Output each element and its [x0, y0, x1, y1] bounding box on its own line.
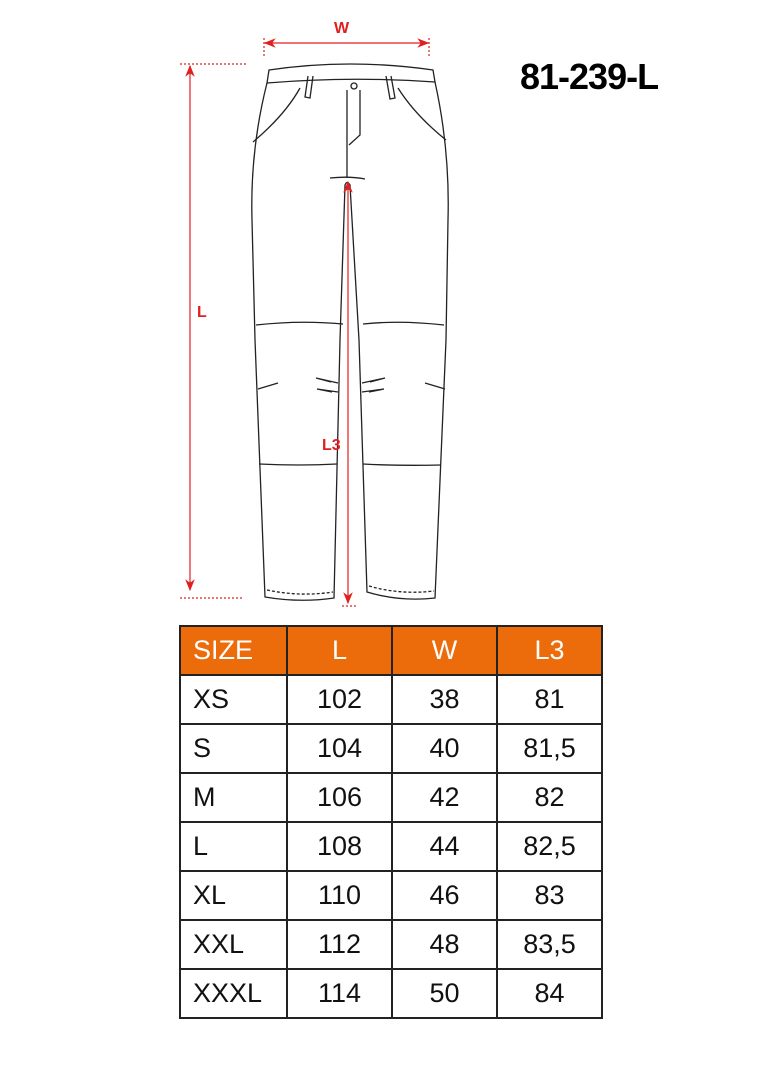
cell-inseam: 83,5	[497, 920, 602, 969]
table-row	[180, 871, 602, 920]
product-code: 81-239-L	[520, 56, 659, 97]
cell-length: 112	[287, 920, 392, 969]
cell-waist: 38	[392, 675, 497, 724]
cell-waist: 50	[392, 969, 497, 1018]
table-row	[180, 969, 602, 1018]
table-row	[180, 773, 602, 822]
cell-inseam: 81,5	[497, 724, 602, 773]
cell-waist: 40	[392, 724, 497, 773]
cell-inseam: 82,5	[497, 822, 602, 871]
header-inseam: L3	[497, 626, 602, 675]
cell-size: XXXL	[180, 969, 287, 1018]
cell-size: XXL	[180, 920, 287, 969]
table-row	[180, 724, 602, 773]
table-row	[180, 822, 602, 871]
cell-length: 106	[287, 773, 392, 822]
header-waist: W	[392, 626, 497, 675]
header-size: SIZE	[180, 626, 287, 675]
table-header-row	[180, 626, 602, 675]
cell-inseam: 83	[497, 871, 602, 920]
cell-size: M	[180, 773, 287, 822]
trousers-outline	[252, 64, 448, 600]
cell-length: 102	[287, 675, 392, 724]
length-label: L	[197, 304, 207, 321]
cell-inseam: 82	[497, 773, 602, 822]
cell-inseam: 84	[497, 969, 602, 1018]
cell-size: XL	[180, 871, 287, 920]
cell-waist: 48	[392, 920, 497, 969]
table-row	[180, 675, 602, 724]
cell-length: 108	[287, 822, 392, 871]
cell-waist: 42	[392, 773, 497, 822]
cell-size: XS	[180, 675, 287, 724]
cell-size: S	[180, 724, 287, 773]
cell-size: L	[180, 822, 287, 871]
inseam-label: L3	[322, 437, 341, 454]
table-row	[180, 920, 602, 969]
size-table	[179, 625, 603, 1019]
cell-waist: 44	[392, 822, 497, 871]
waist-label: W	[334, 20, 350, 37]
cell-inseam: 81	[497, 675, 602, 724]
header-length: L	[287, 626, 392, 675]
cell-waist: 46	[392, 871, 497, 920]
cell-length: 104	[287, 724, 392, 773]
cell-length: 114	[287, 969, 392, 1018]
cell-length: 110	[287, 871, 392, 920]
